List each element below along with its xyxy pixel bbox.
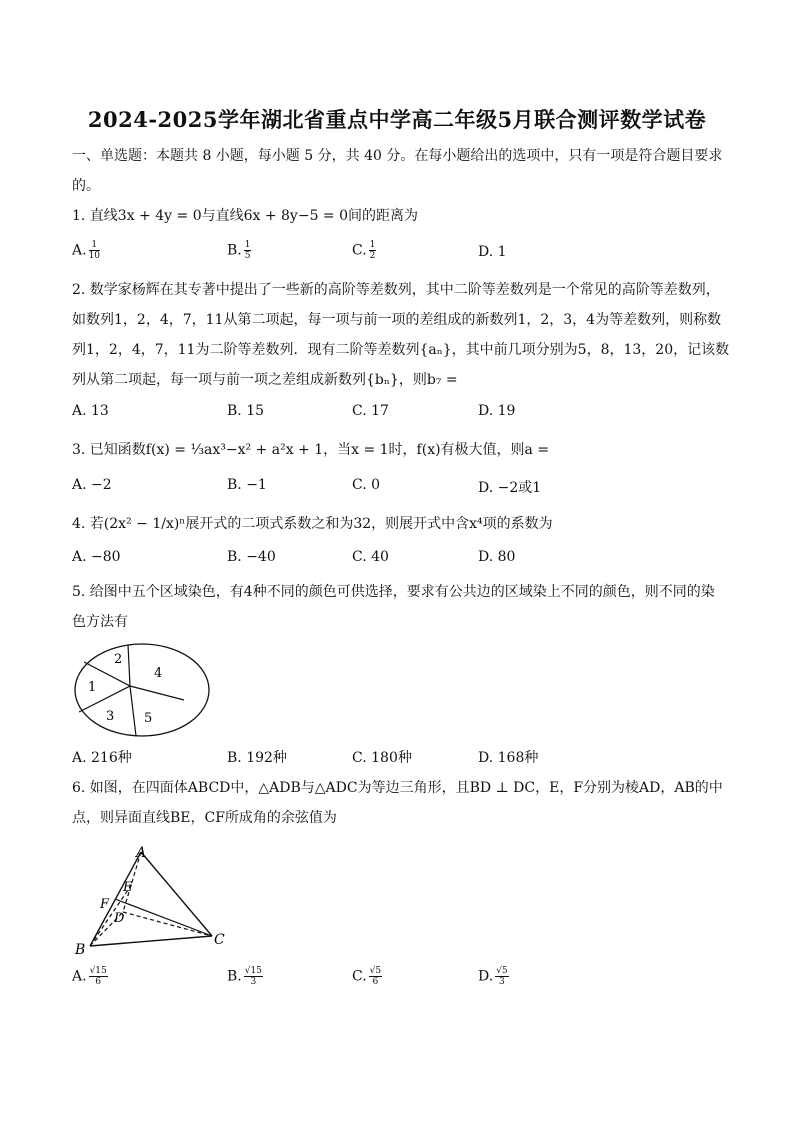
region-label-4: 4	[154, 666, 163, 681]
fraction: $\frac{1}{10}$	[88, 240, 101, 261]
region-label-3: 3	[106, 709, 115, 724]
divider-line	[79, 686, 130, 712]
vertex-label-d: D	[114, 911, 125, 926]
question-4-stem: 4. 若(2x² − 1/x)ⁿ展开式的二项式系数之和为32，则展开式中含x⁴项的系数为	[72, 516, 553, 532]
question-1-options	[72, 240, 722, 264]
option-b: B. −40	[227, 549, 276, 565]
option-c: C. 17	[352, 403, 389, 419]
option-b: B. −1	[227, 477, 267, 493]
question-2-line-2: 如数列1，2，4，7，11从第二项起，每一项与前一项的差组成的新数列1，2，3，4为等差数列，则称数	[72, 312, 722, 328]
fraction: $\frac{√15}{3}$	[244, 966, 262, 987]
section-heading: 一、单选题：本题共 8 小题，每小题 5 分，共 40 分。在每小题给出的选项中，只有一项是符合题目要求	[72, 148, 723, 164]
divider-line	[130, 686, 184, 700]
question-6-options	[72, 966, 722, 990]
option-b: B. $\frac{1}{5}$	[227, 240, 251, 261]
fraction: $\frac{√5}{6}$	[369, 966, 382, 987]
section-heading-cont: 的。	[72, 178, 100, 194]
question-5-line-2: 色方法有	[72, 614, 128, 630]
region-label-5: 5	[144, 711, 153, 726]
question-6-line-1: 6. 如图，在四面体ABCD中，△ADB与△ADC为等边三角形，且BD ⊥ DC，E，F分别为棱AD，AB的中	[72, 780, 723, 796]
tetrahedron-figure	[72, 842, 232, 957]
option-c: C. 180种	[352, 750, 412, 766]
question-1-stem: 1. 直线3x + 4y = 0与直线6x + 8y−5 = 0间的距离为	[72, 208, 419, 224]
option-d: D. 80	[478, 549, 516, 565]
question-2-options	[72, 403, 722, 427]
option-d: D. −2或1	[478, 480, 542, 496]
fraction: $\frac{1}{2}$	[369, 240, 376, 261]
option-a: A. $\frac{√15}{6}$	[72, 966, 107, 987]
vertex-label-a: A	[136, 845, 147, 861]
region-label-2: 2	[114, 652, 123, 667]
question-2-line-4: 列从第二项起，每一项与前一项之差组成新数列{bₙ}，则b₇ =	[72, 372, 458, 388]
option-a: A. $\frac{1}{10}$	[72, 240, 101, 261]
fraction: $\frac{√15}{6}$	[89, 966, 107, 987]
question-5-options	[72, 747, 722, 771]
question-3-stem: 3. 已知函数f(x) = ⅓ax³−x² + a²x + 1，当x = 1时，f(x)有极大值，则a =	[72, 442, 550, 458]
option-a: A. 216种	[72, 750, 132, 766]
option-c: C. 0	[352, 477, 381, 493]
option-a: A. 13	[72, 403, 109, 419]
vertex-label-b: B	[75, 942, 86, 957]
segment-cf	[115, 899, 212, 936]
divider-line	[128, 645, 130, 687]
region-coloring-figure	[72, 640, 217, 740]
option-d: D. 19	[478, 403, 516, 419]
fraction: $\frac{1}{5}$	[244, 240, 251, 261]
point-label-e: E	[123, 880, 133, 895]
point-label-f: F	[100, 897, 110, 912]
vertex-label-c: C	[214, 932, 225, 948]
question-6-line-2: 点，则异面直线BE，CF所成角的余弦值为	[72, 810, 337, 826]
option-d: D. 1	[478, 244, 507, 260]
edge-dc	[123, 912, 212, 936]
question-2-line-3: 列1，2，4，7，11为二阶等差数列．现有二阶等差数列{aₙ}，其中前几项分别为5，8，13，20，记该数	[72, 342, 730, 358]
option-b: B. 192种	[227, 750, 287, 766]
option-a: A. −80	[72, 549, 121, 565]
option-c: C. $\frac{1}{2}$	[352, 240, 376, 261]
question-2-line-1: 2. 数学家杨辉在其专著中提出了一些新的高阶等差数列，其中二阶等差数列是一个常见的高阶等差数列，	[72, 282, 720, 298]
edge-ac	[141, 852, 212, 936]
option-d: D. $\frac{√5}{3}$	[478, 966, 508, 987]
page-title: 2024-2025学年湖北省重点中学高二年级5月联合测评数学试卷	[87, 107, 707, 132]
option-b: B. 15	[227, 403, 265, 419]
divider-line	[130, 686, 136, 736]
fraction: $\frac{√5}{3}$	[496, 966, 508, 987]
region-label-1: 1	[88, 680, 97, 695]
option-c: C. 40	[352, 549, 389, 565]
option-c: C. $\frac{√5}{6}$	[352, 966, 382, 987]
question-3-options	[72, 477, 722, 501]
option-a: A. −2	[72, 477, 112, 493]
question-4-options	[72, 549, 722, 573]
edge-bc	[90, 936, 212, 946]
option-b: B. $\frac{√15}{3}$	[227, 966, 262, 987]
question-5-line-1: 5. 给图中五个区域染色，有4种不同的颜色可供选择，要求有公共边的区域染上不同的颜色，则不同的染	[72, 584, 715, 600]
option-d: D. 168种	[478, 750, 539, 766]
